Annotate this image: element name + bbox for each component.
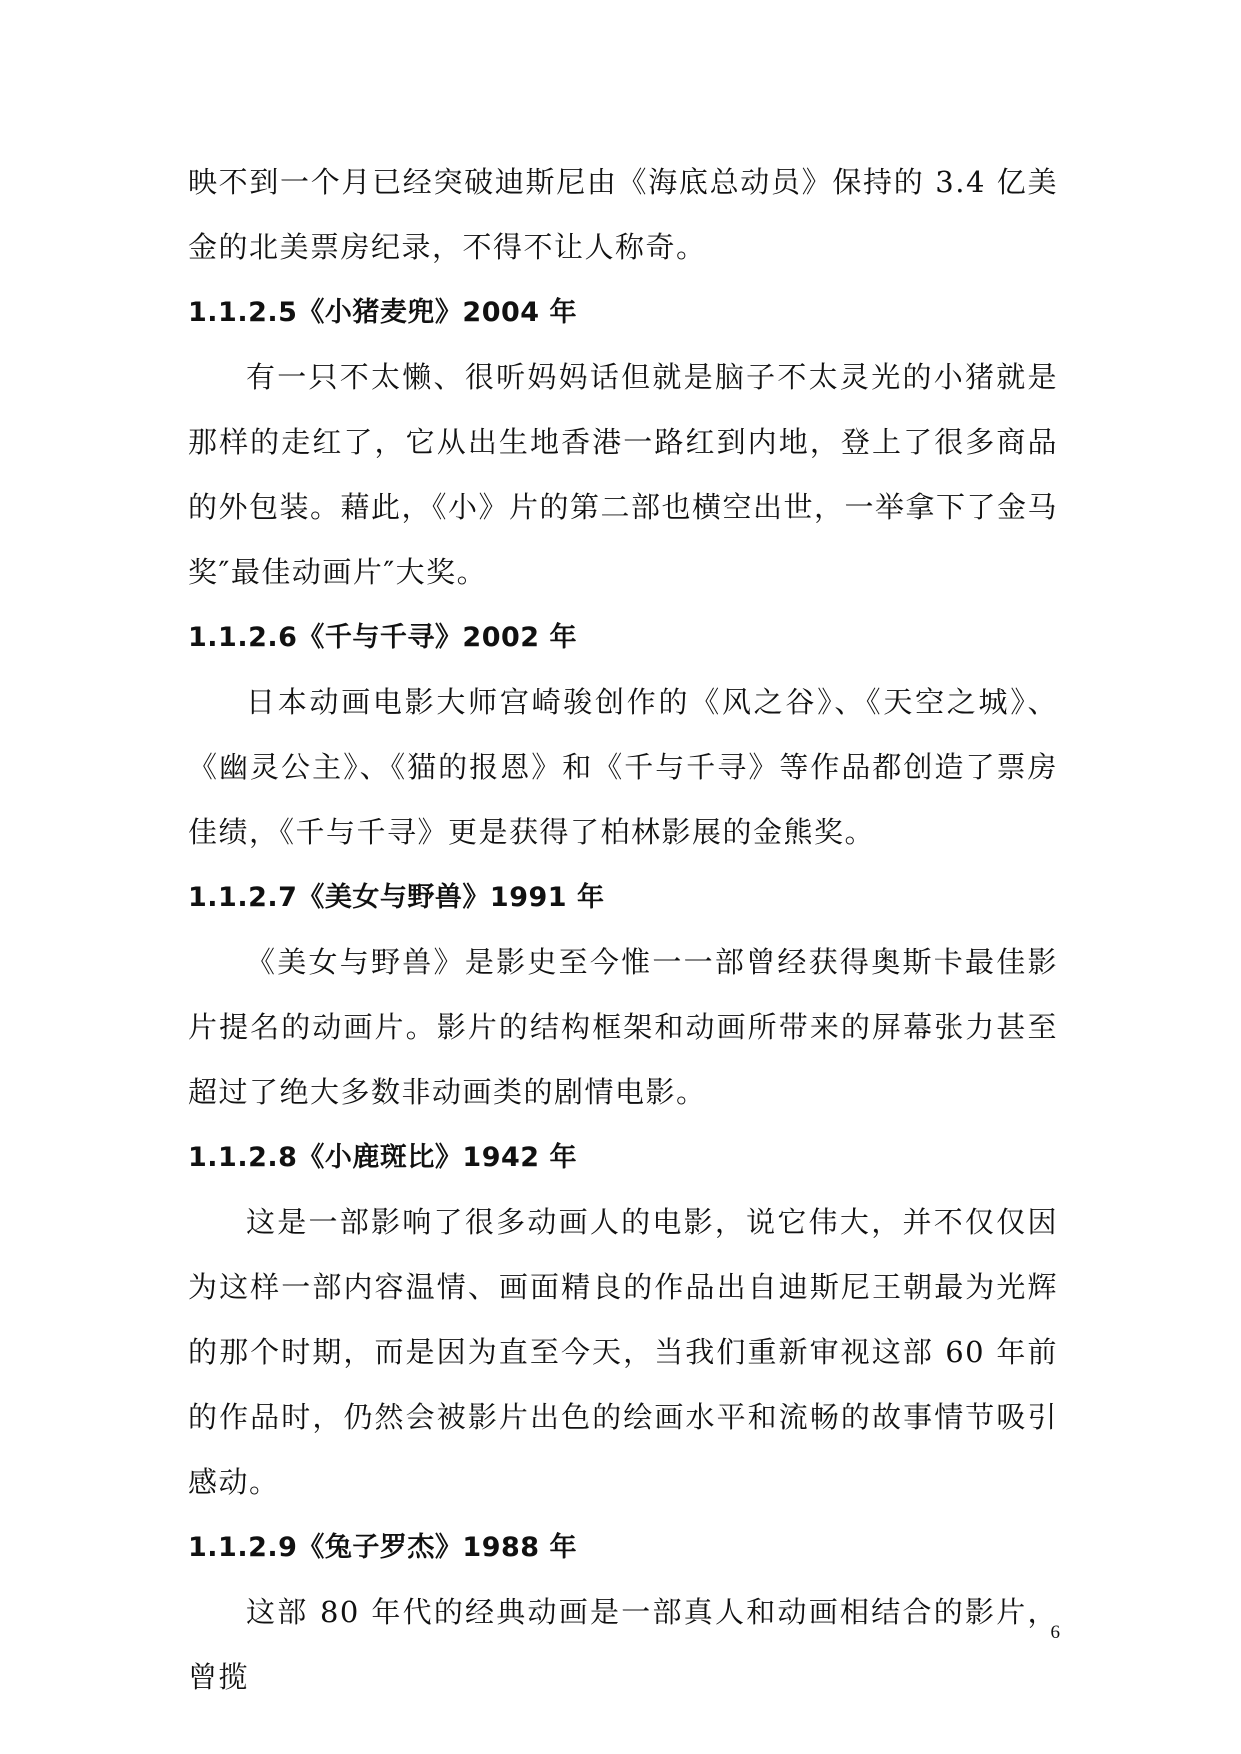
paragraph-roger-rabbit: 这部 80 年代的经典动画是一部真人和动画相结合的影片，曾揽	[188, 1595, 1058, 1694]
section-heading-1-1-2-5: 1.1.2.5《小猪麦兜》2004 年	[188, 297, 577, 328]
paragraph-beauty-and-beast: 《美女与野兽》是影史至今惟一一部曾经获得奥斯卡最佳影片提名的动画片。影片的结构框架和动画所带来的屏幕张力甚至超过了绝大多数非动画类的剧情电影。	[188, 945, 1058, 1109]
page-number: 6	[1050, 1622, 1060, 1643]
section-heading-1-1-2-6: 1.1.2.6《千与千寻》2002 年	[188, 622, 577, 653]
paragraph-bambi: 这是一部影响了很多动画人的电影，说它伟大，并不仅仅因为这样一部内容温情、画面精良的作品出自迪斯尼王朝最为光辉的那个时期，而是因为直至今天，当我们重新审视这部 60 年前的作品时，仍然会被影片出色的绘画水平和流畅的故事情节吸引感动。	[188, 1205, 1058, 1499]
page-content	[188, 150, 1058, 1710]
paragraph-mcdull: 有一只不太懒、很听妈妈话但就是脑子不太灵光的小猪就是那样的走红了，它从出生地香港一路红到内地，登上了很多商品的外包装。藉此，《小》片的第二部也横空出世，一举拿下了金马奖″最佳动画片″大奖。	[188, 360, 1059, 589]
paragraph-continued: 映不到一个月已经突破迪斯尼由《海底总动员》保持的 3.4 亿美金的北美票房纪录，不得不让人称奇。	[188, 165, 1058, 264]
section-heading-1-1-2-9: 1.1.2.9《兔子罗杰》1988 年	[188, 1532, 577, 1563]
paragraph-spirited-away: 日本动画电影大师宫崎骏创作的《风之谷》、《天空之城》、《幽灵公主》、《猫的报恩》和《千与千寻》等作品都创造了票房佳绩，《千与千寻》更是获得了柏林影展的金熊奖。	[188, 685, 1058, 849]
section-heading-1-1-2-8: 1.1.2.8《小鹿斑比》1942 年	[188, 1142, 577, 1173]
section-heading-1-1-2-7: 1.1.2.7《美女与野兽》1991 年	[188, 882, 605, 913]
